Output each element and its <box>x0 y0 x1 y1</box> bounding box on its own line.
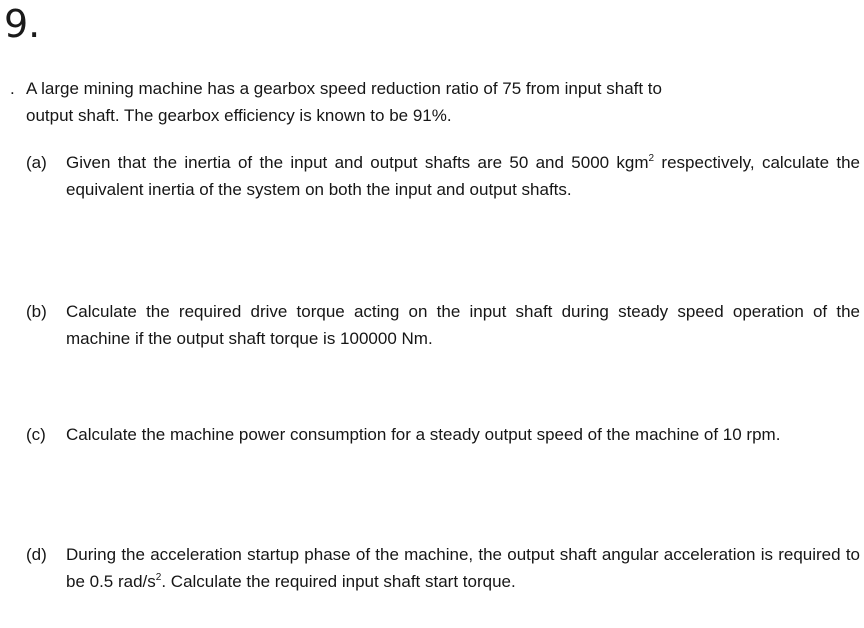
question-number: 9. <box>4 2 41 46</box>
intro-line-1: A large mining machine has a gearbox speed reduction ratio of 75 from input shaft to <box>26 79 662 98</box>
part-d-superscript: 2 <box>155 572 162 583</box>
part-d-text <box>66 541 860 595</box>
question-intro <box>10 75 860 129</box>
part-d-text-main: During the acceleration startup phase of the machine, the output shaft angular acceleration is required to be 0.5 rad/s <box>66 545 860 591</box>
part-a <box>26 149 860 203</box>
part-c <box>26 421 860 448</box>
part-b-label: (b) <box>26 302 47 321</box>
intro-bullet: . <box>10 79 15 98</box>
part-b-text: Calculate the required drive torque acting on the input shaft during steady speed operation of the machine if the output shaft torque is 100000 Nm. <box>66 302 860 348</box>
part-c-text: Calculate the machine power consumption for a steady output speed of the machine of 10 rpm. <box>66 425 781 444</box>
part-d-label: (d) <box>26 545 47 564</box>
part-a-superscript: 2 <box>648 153 655 164</box>
part-a-text-rest: respectively, calculate the equivalent inertia of the system on both the input and output shafts. <box>66 153 860 199</box>
part-a-text-main: Given that the inertia of the input and output shafts are 50 and 5000 kgm <box>66 153 649 172</box>
intro-line-2: output shaft. The gearbox efficiency is known to be 91%. <box>26 106 452 125</box>
part-d <box>26 541 860 595</box>
part-b <box>26 298 860 352</box>
part-d-text-rest: . Calculate the required input shaft start torque. <box>161 572 516 591</box>
part-c-label: (c) <box>26 425 46 444</box>
part-a-label: (a) <box>26 153 47 172</box>
part-a-text <box>66 149 860 203</box>
